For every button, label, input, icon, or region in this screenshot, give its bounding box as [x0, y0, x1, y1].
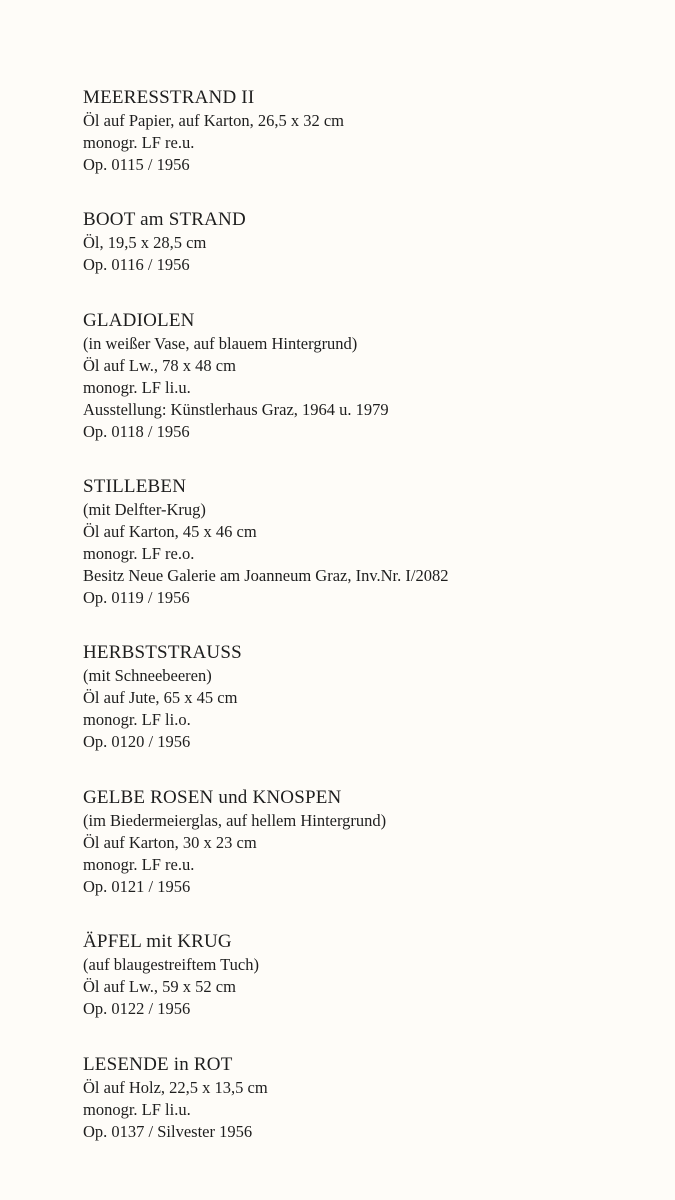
entry-signature: monogr. LF re.u.: [83, 133, 195, 152]
entry-signature: monogr. LF li.u.: [83, 1100, 191, 1119]
entry-medium: Öl auf Lw., 78 x 48 cm: [83, 356, 236, 375]
entry-opus: Op. 0118 / 1956: [83, 422, 190, 441]
catalog-entry-aepfel-mit-krug: [83, 930, 643, 1020]
entry-title: MEERESSTRAND II: [83, 87, 255, 108]
entry-title: ÄPFEL mit KRUG: [83, 931, 232, 952]
entry-signature: monogr. LF re.o.: [83, 544, 195, 563]
entry-opus: Op. 0122 / 1956: [83, 999, 191, 1018]
entry-title: BOOT am STRAND: [83, 209, 246, 230]
entry-ownership: Besitz Neue Galerie am Joanneum Graz, Inv.Nr. I/2082: [83, 566, 449, 585]
catalog-entry-gladiolen: [83, 309, 643, 443]
catalog-entry-herbststrauss: [83, 641, 643, 753]
entry-opus: Op. 0137 / Silvester 1956: [83, 1122, 253, 1141]
entry-description: (auf blaugestreiftem Tuch): [83, 955, 259, 974]
entry-opus: Op. 0116 / 1956: [83, 255, 190, 274]
entry-description: (mit Delfter-Krug): [83, 500, 206, 519]
entry-title: HERBSTSTRAUSS: [83, 642, 242, 663]
entry-medium: Öl auf Holz, 22,5 x 13,5 cm: [83, 1078, 268, 1097]
catalog-entry-gelbe-rosen: [83, 786, 643, 898]
catalog-entry-stilleben: [83, 475, 643, 609]
entry-medium: Öl auf Lw., 59 x 52 cm: [83, 977, 236, 996]
entry-signature: monogr. LF li.u.: [83, 378, 191, 397]
entry-title: LESENDE in ROT: [83, 1054, 233, 1075]
entry-opus: Op. 0121 / 1956: [83, 877, 191, 896]
entry-medium: Öl auf Karton, 45 x 46 cm: [83, 522, 257, 541]
catalog-entry-boot-am-strand: [83, 208, 643, 276]
entry-title: STILLEBEN: [83, 476, 187, 497]
entry-title: GELBE ROSEN und KNOSPEN: [83, 787, 342, 808]
entry-exhibition: Ausstellung: Künstlerhaus Graz, 1964 u. 1979: [83, 400, 389, 419]
entry-medium: Öl auf Papier, auf Karton, 26,5 x 32 cm: [83, 111, 344, 130]
entry-opus: Op. 0119 / 1956: [83, 588, 190, 607]
entry-description: (in weißer Vase, auf blauem Hintergrund): [83, 334, 358, 353]
catalog-entry-lesende-in-rot: [83, 1053, 643, 1143]
entry-medium: Öl, 19,5 x 28,5 cm: [83, 233, 207, 252]
entry-signature: monogr. LF re.u.: [83, 855, 195, 874]
catalog-entry-meeresstrand: [83, 86, 643, 176]
entry-opus: Op. 0120 / 1956: [83, 732, 191, 751]
entry-signature: monogr. LF li.o.: [83, 710, 191, 729]
entry-title: GLADIOLEN: [83, 310, 195, 331]
entry-medium: Öl auf Jute, 65 x 45 cm: [83, 688, 238, 707]
entry-description: (mit Schneebeeren): [83, 666, 212, 685]
entry-medium: Öl auf Karton, 30 x 23 cm: [83, 833, 257, 852]
entry-opus: Op. 0115 / 1956: [83, 155, 190, 174]
entry-description: (im Biedermeierglas, auf hellem Hintergrund): [83, 811, 387, 830]
